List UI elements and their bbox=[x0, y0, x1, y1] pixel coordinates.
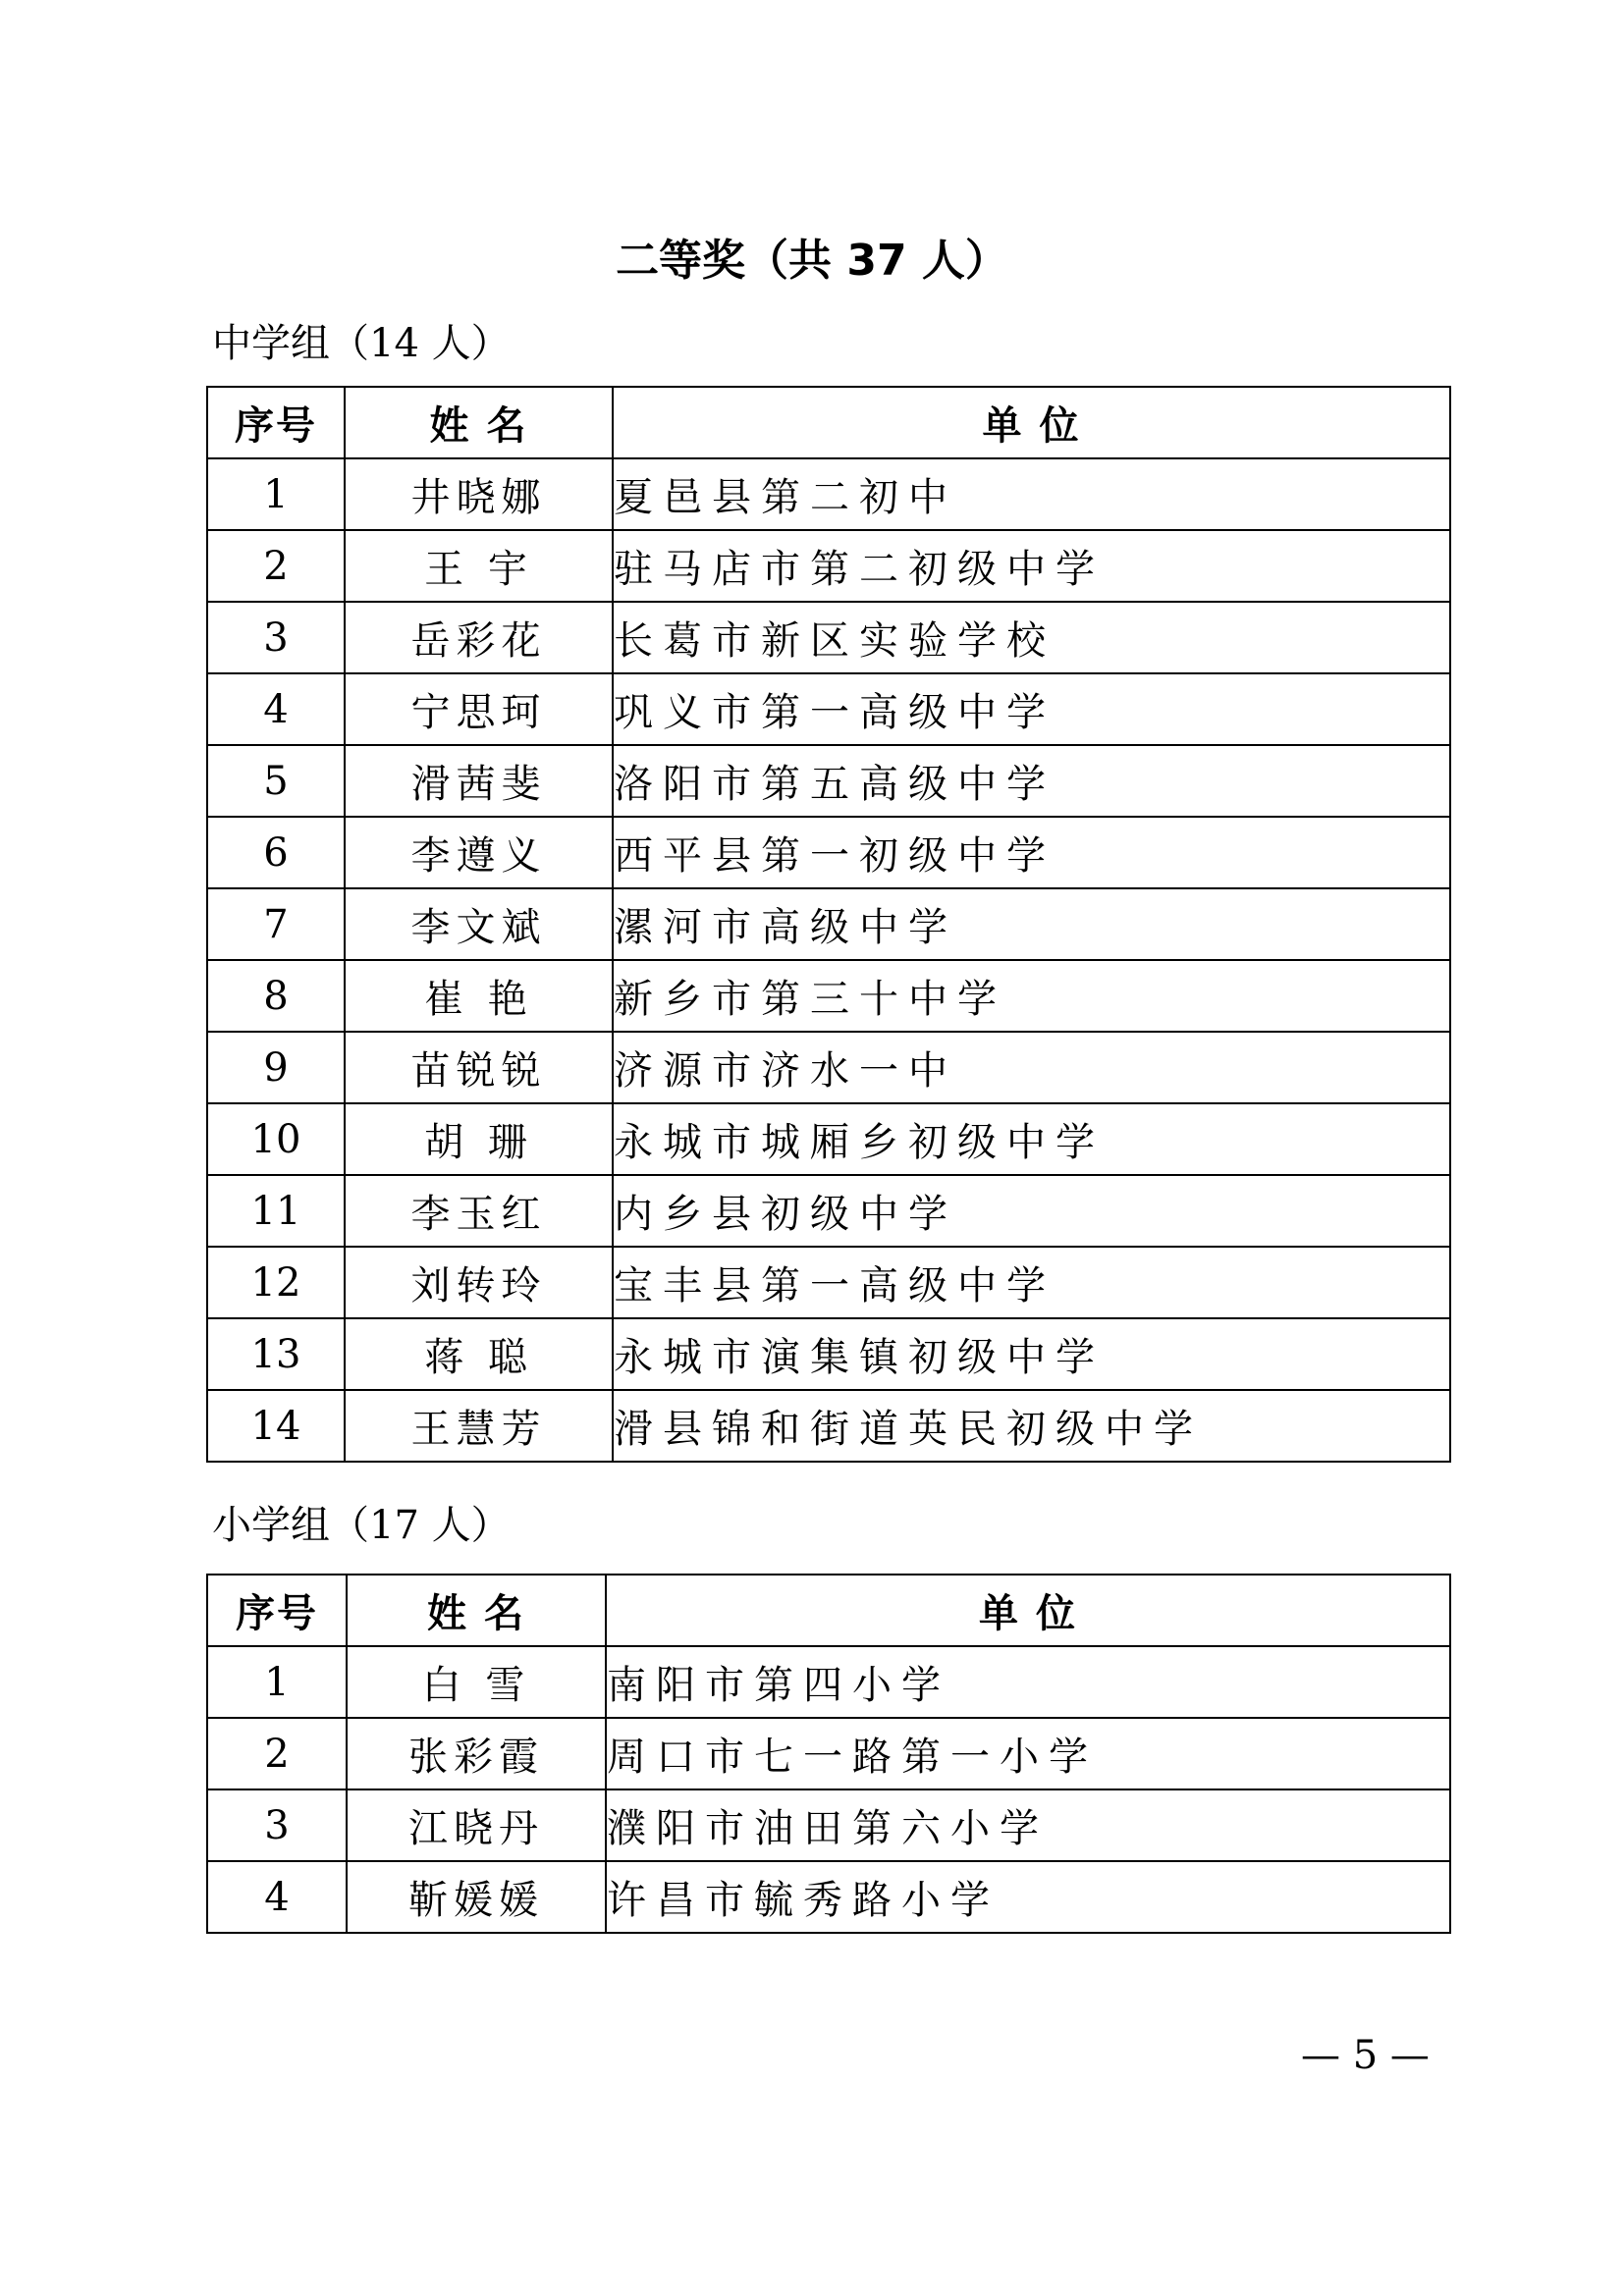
row-name: 李玉红 bbox=[345, 1175, 613, 1247]
table-row bbox=[207, 1247, 1450, 1318]
row-number: 3 bbox=[207, 1789, 347, 1861]
row-name: 苗锐锐 bbox=[345, 1032, 613, 1103]
table-row bbox=[207, 530, 1450, 602]
row-name: 蒋 聪 bbox=[345, 1318, 613, 1390]
row-name: 江晓丹 bbox=[347, 1789, 606, 1861]
row-unit: 漯河市高级中学 bbox=[613, 888, 1450, 960]
row-number: 14 bbox=[207, 1390, 345, 1462]
row-unit: 许昌市毓秀路小学 bbox=[606, 1861, 1450, 1933]
row-name: 王 宇 bbox=[345, 530, 613, 602]
header-unit: 单 位 bbox=[606, 1575, 1450, 1646]
table-row bbox=[207, 1032, 1450, 1103]
primary-school-award-table bbox=[206, 1574, 1451, 1934]
row-unit: 濮阳市油田第六小学 bbox=[606, 1789, 1450, 1861]
table-row bbox=[207, 1718, 1450, 1789]
row-number: 4 bbox=[207, 673, 345, 745]
table-row bbox=[207, 817, 1450, 888]
table-row bbox=[207, 1646, 1450, 1718]
row-name: 宁思珂 bbox=[345, 673, 613, 745]
row-number: 4 bbox=[207, 1861, 347, 1933]
table-header-row bbox=[207, 1575, 1450, 1646]
header-unit: 单 位 bbox=[613, 387, 1450, 458]
table-row bbox=[207, 960, 1450, 1032]
row-name: 滑茜斐 bbox=[345, 745, 613, 817]
primary-school-group-label: 小学组（17 人） bbox=[212, 1503, 511, 1548]
row-unit: 滑县锦和街道英民初级中学 bbox=[613, 1390, 1450, 1462]
row-name: 岳彩花 bbox=[345, 602, 613, 673]
row-number: 11 bbox=[207, 1175, 345, 1247]
header-number: 序号 bbox=[207, 387, 345, 458]
row-unit: 内乡县初级中学 bbox=[613, 1175, 1450, 1247]
middle-school-group-label: 中学组（14 人） bbox=[212, 321, 511, 366]
row-unit: 济源市济水一中 bbox=[613, 1032, 1450, 1103]
row-number: 1 bbox=[207, 458, 345, 530]
table-row bbox=[207, 458, 1450, 530]
table-row bbox=[207, 673, 1450, 745]
row-number: 3 bbox=[207, 602, 345, 673]
row-unit: 南阳市第四小学 bbox=[606, 1646, 1450, 1718]
row-name: 胡 珊 bbox=[345, 1103, 613, 1175]
table-row bbox=[207, 1103, 1450, 1175]
row-name: 刘转玲 bbox=[345, 1247, 613, 1318]
row-number: 1 bbox=[207, 1646, 347, 1718]
row-unit: 西平县第一初级中学 bbox=[613, 817, 1450, 888]
row-number: 10 bbox=[207, 1103, 345, 1175]
row-unit: 巩义市第一高级中学 bbox=[613, 673, 1450, 745]
page-number: — 5 — bbox=[1301, 2033, 1430, 2078]
table-row bbox=[207, 1861, 1450, 1933]
row-unit: 永城市城厢乡初级中学 bbox=[613, 1103, 1450, 1175]
header-name: 姓 名 bbox=[347, 1575, 606, 1646]
row-number: 6 bbox=[207, 817, 345, 888]
table-row bbox=[207, 1175, 1450, 1247]
table-row bbox=[207, 745, 1450, 817]
row-unit: 驻马店市第二初级中学 bbox=[613, 530, 1450, 602]
header-name: 姓 名 bbox=[345, 387, 613, 458]
row-number: 2 bbox=[207, 1718, 347, 1789]
row-name: 王慧芳 bbox=[345, 1390, 613, 1462]
header-number: 序号 bbox=[207, 1575, 347, 1646]
row-name: 李文斌 bbox=[345, 888, 613, 960]
table-row bbox=[207, 1390, 1450, 1462]
table-row bbox=[207, 888, 1450, 960]
row-number: 7 bbox=[207, 888, 345, 960]
middle-school-award-table bbox=[206, 386, 1451, 1463]
table-header-row bbox=[207, 387, 1450, 458]
row-number: 12 bbox=[207, 1247, 345, 1318]
row-unit: 夏邑县第二初中 bbox=[613, 458, 1450, 530]
row-unit: 周口市七一路第一小学 bbox=[606, 1718, 1450, 1789]
row-number: 9 bbox=[207, 1032, 345, 1103]
row-unit: 长葛市新区实验学校 bbox=[613, 602, 1450, 673]
row-name: 崔 艳 bbox=[345, 960, 613, 1032]
row-number: 13 bbox=[207, 1318, 345, 1390]
row-name: 张彩霞 bbox=[347, 1718, 606, 1789]
row-name: 靳媛媛 bbox=[347, 1861, 606, 1933]
table-row bbox=[207, 1318, 1450, 1390]
row-unit: 新乡市第三十中学 bbox=[613, 960, 1450, 1032]
row-unit: 洛阳市第五高级中学 bbox=[613, 745, 1450, 817]
row-unit: 永城市演集镇初级中学 bbox=[613, 1318, 1450, 1390]
table-row bbox=[207, 1789, 1450, 1861]
page-title: 二等奖（共 37 人） bbox=[616, 236, 1008, 286]
row-unit: 宝丰县第一高级中学 bbox=[613, 1247, 1450, 1318]
row-name: 井晓娜 bbox=[345, 458, 613, 530]
row-number: 5 bbox=[207, 745, 345, 817]
table-row bbox=[207, 602, 1450, 673]
row-name: 白 雪 bbox=[347, 1646, 606, 1718]
row-number: 8 bbox=[207, 960, 345, 1032]
row-number: 2 bbox=[207, 530, 345, 602]
row-name: 李遵义 bbox=[345, 817, 613, 888]
